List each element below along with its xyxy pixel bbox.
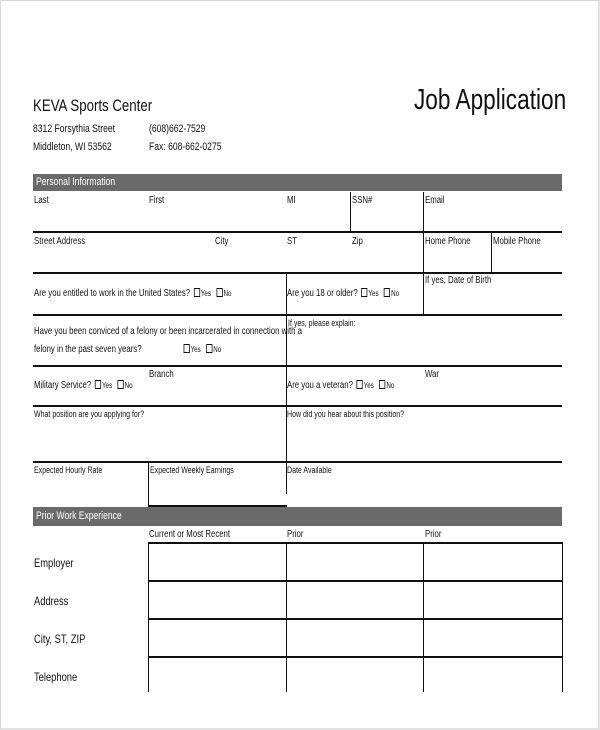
question-veteran: Are you a veteran? Yes No xyxy=(287,380,395,391)
field-label-st: ST xyxy=(287,236,297,247)
grid-line xyxy=(148,656,563,658)
field-label-first: First xyxy=(149,195,165,206)
field-label-street-address: Street Address xyxy=(34,236,86,247)
field-label-date-available: Date Available xyxy=(287,465,332,475)
question-felony-line1: Have you been conviced of a felony or been incarcerated in connection with a xyxy=(34,326,302,337)
row-label-city-st-zip: City, ST, ZIP xyxy=(34,632,86,646)
field-label-war: War xyxy=(425,369,440,380)
divider xyxy=(148,462,149,507)
column-header-prior-1: Prior xyxy=(287,529,304,540)
grid-line xyxy=(423,542,424,692)
row-label-telephone: Telephone xyxy=(34,670,78,684)
row-label-address: Address xyxy=(34,594,69,608)
row-label-employer: Employer xyxy=(34,556,74,570)
field-label-city: City xyxy=(215,236,229,247)
checkbox-veteran-yes[interactable] xyxy=(357,380,363,389)
field-label-hourly-rate: Expected Hourly Rate xyxy=(34,465,103,475)
felony-options: Yes No xyxy=(182,344,237,355)
checkbox-felony-no[interactable] xyxy=(206,344,212,353)
grid-line xyxy=(148,542,149,692)
row-divider xyxy=(33,314,562,316)
row-divider xyxy=(33,461,562,463)
checkbox-veteran-no[interactable] xyxy=(379,380,385,389)
question-military: Military Service? Yes No xyxy=(34,380,133,391)
field-label-zip: Zip xyxy=(352,236,363,247)
grid-line xyxy=(286,542,287,692)
field-label-last: Last xyxy=(34,195,49,206)
question-felony-line2: felony in the past seven years? xyxy=(34,344,142,355)
field-label-dob: If yes, Date of Birth xyxy=(425,275,492,286)
field-label-felony-explain: If yes, please explain: xyxy=(288,318,356,328)
checkbox-age-no[interactable] xyxy=(384,288,390,297)
checkbox-work-entitlement-yes[interactable] xyxy=(194,288,200,297)
divider xyxy=(423,232,424,272)
field-label-ssn: SSN# xyxy=(352,195,373,206)
grid-line xyxy=(562,542,563,692)
divider xyxy=(491,232,492,272)
field-label-weekly-earnings: Expected Weekly Earnings xyxy=(150,465,234,475)
divider xyxy=(350,192,351,232)
page-title: Job Application xyxy=(414,84,567,116)
row-divider xyxy=(33,272,562,274)
grid-line xyxy=(148,580,563,582)
field-label-branch: Branch xyxy=(149,369,174,380)
field-label-mobile-phone: Mobile Phone xyxy=(493,236,541,247)
checkbox-military-no[interactable] xyxy=(118,380,124,389)
section-header-personal-information: Personal Information xyxy=(33,174,562,191)
divider xyxy=(423,192,424,232)
section-header-prior-work-experience: Prior Work Experience xyxy=(33,507,562,526)
organization-address-line2: Middleton, WI 53562 xyxy=(33,141,112,153)
field-label-hear-about: How did you hear about this position? xyxy=(287,409,405,419)
grid-line xyxy=(148,618,563,620)
checkbox-age-yes[interactable] xyxy=(361,288,367,297)
checkbox-felony-yes[interactable] xyxy=(184,344,190,353)
organization-phone: (608)662-7529 xyxy=(149,123,206,135)
grid-line xyxy=(148,542,563,544)
field-label-email: Email xyxy=(425,195,445,206)
row-divider xyxy=(33,405,562,407)
row-divider xyxy=(33,365,562,367)
organization-fax: Fax: 608-662-0275 xyxy=(149,141,222,153)
column-header-prior-2: Prior xyxy=(425,529,442,540)
row-divider xyxy=(33,231,562,233)
divider xyxy=(423,273,424,315)
checkbox-military-yes[interactable] xyxy=(95,380,101,389)
field-label-mi: MI xyxy=(287,195,296,206)
organization-address-line1: 8312 Forsythia Street xyxy=(33,123,116,135)
question-work-entitlement: Are you entitled to work in the United States? Yes No xyxy=(34,288,232,299)
field-label-position: What position are you applying for? xyxy=(34,409,145,419)
organization-name: KEVA Sports Center xyxy=(33,96,153,115)
field-label-home-phone: Home Phone xyxy=(425,236,471,247)
column-header-current: Current or Most Recent xyxy=(149,529,231,540)
question-age: Are you 18 or older? Yes No xyxy=(287,288,400,299)
checkbox-work-entitlement-no[interactable] xyxy=(216,288,222,297)
